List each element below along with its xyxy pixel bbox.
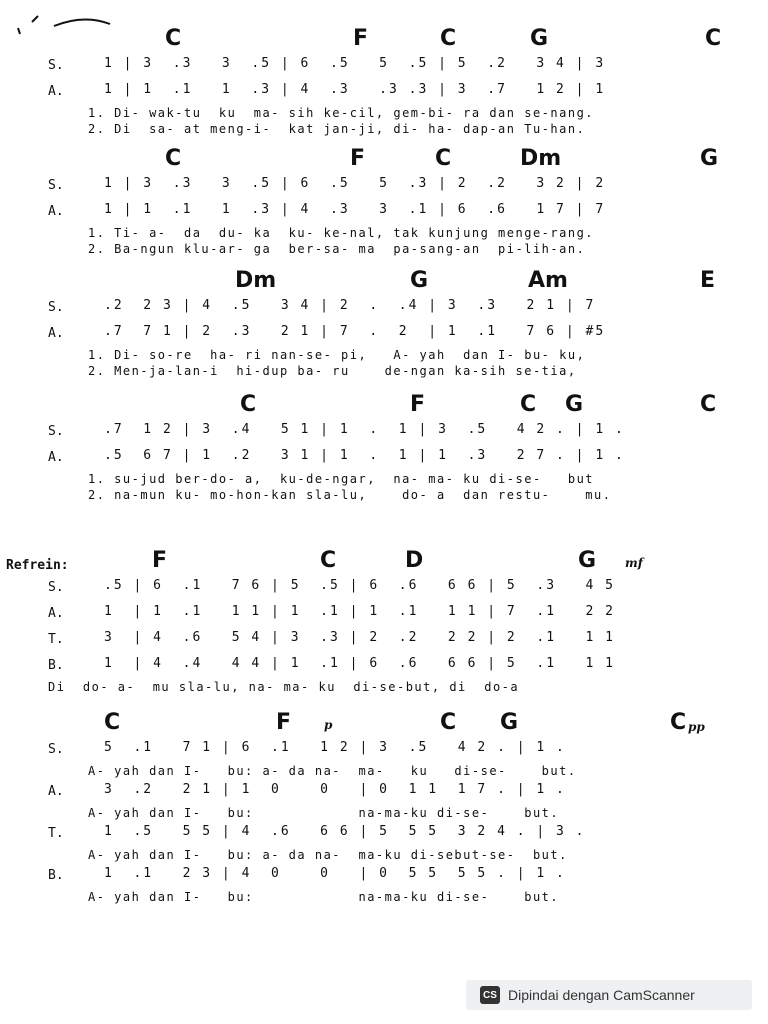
- soprano-row: [40, 174, 752, 200]
- chord: F: [353, 26, 369, 51]
- verse-system-1: [40, 26, 752, 138]
- refrain-system: [6, 548, 752, 696]
- notes: .7 1 2 | 3 .4 5 1 | 1 . 1 | 3 .5 4 2 . | 1 .: [104, 422, 625, 437]
- part-label: S.: [48, 300, 64, 315]
- chord: G: [530, 26, 549, 51]
- chord: C: [670, 710, 687, 735]
- alto-row: [40, 322, 752, 348]
- chord: E: [700, 268, 716, 293]
- chord: C: [165, 146, 182, 171]
- notes: .7 7 1 | 2 .3 2 1 | 7 . 2 | 1 .1 7 6 | #5: [104, 324, 606, 339]
- lyric-line: 1. su-jud ber-do- a, ku-de-ngar, na- ma- ku di-se- but: [88, 472, 595, 486]
- part-label: S.: [48, 742, 64, 757]
- chord: C: [520, 392, 537, 417]
- camscanner-logo-icon: CS: [480, 986, 500, 1004]
- alto-row: [40, 446, 752, 472]
- part-label: A.: [48, 326, 64, 341]
- bass-row: [40, 654, 752, 680]
- part-label: A.: [48, 450, 64, 465]
- soprano-row: [40, 738, 752, 764]
- notes: 3 | 4 .6 5 4 | 3 .3 | 2 .2 2 2 | 2 .1 1 1: [104, 630, 615, 645]
- chord: Dm: [235, 268, 277, 293]
- refrain-label: Refrein:: [6, 558, 69, 573]
- part-label: B.: [48, 658, 64, 673]
- notes: 1 | 4 .4 4 4 | 1 .1 | 6 .6 6 6 | 5 .1 1 1: [104, 656, 615, 671]
- chord: Am: [528, 268, 568, 293]
- part-label: S.: [48, 178, 64, 193]
- chord: F: [350, 146, 366, 171]
- dynamic-marking: mf: [625, 556, 643, 570]
- chord: Dm: [520, 146, 562, 171]
- notes: 1 | 1 .1 1 .3 | 4 .3 .3 .3 | 3 .7 1 2 | 1: [104, 82, 606, 97]
- soprano-row: [40, 296, 752, 322]
- lyric-line: Di do- a- mu sla-lu, na- ma- ku di-se-but, di do-a: [48, 680, 520, 694]
- lyric-line: 2. Ba-ngun klu-ar- ga ber-sa- ma pa-sang-an pi-lih-an.: [88, 242, 586, 256]
- dynamic-marking: pp: [688, 720, 705, 734]
- chord-row: [40, 392, 752, 420]
- tenor-row: [40, 822, 752, 848]
- chord: C: [705, 26, 722, 51]
- lyric-line: A- yah dan I- bu: a- da na- ma- ku di-se- but.: [88, 764, 577, 778]
- part-label: T.: [48, 632, 64, 647]
- soprano-row: [40, 576, 752, 602]
- part-label: A.: [48, 784, 64, 799]
- soprano-row: [40, 420, 752, 446]
- chord: G: [578, 548, 597, 573]
- chord: C: [440, 26, 457, 51]
- verse-system-4: [40, 392, 752, 504]
- notes: 1 .5 5 5 | 4 .6 6 6 | 5 5 5 3 2 4 . | 3 .: [104, 824, 586, 839]
- notes: 1 | 1 .1 1 .3 | 4 .3 3 .1 | 6 .6 1 7 | 7: [104, 202, 606, 217]
- chord: G: [700, 146, 719, 171]
- notes: .5 | 6 .1 7 6 | 5 .5 | 6 .6 6 6 | 5 .3 4 5: [104, 578, 615, 593]
- part-label: S.: [48, 424, 64, 439]
- lyric-line: A- yah dan I- bu: na-ma-ku di-se- but.: [88, 890, 560, 904]
- chord: C: [240, 392, 257, 417]
- lyric-line: 1. Di- wak-tu ku ma- sih ke-cil, gem-bi- ra dan se-nang.: [88, 106, 595, 120]
- lyric-line: 2. na-mun ku- mo-hon-kan sla-lu, do- a dan restu- mu.: [88, 488, 612, 502]
- notes: 1 | 3 .3 3 .5 | 6 .5 5 .5 | 5 .2 3 4 | 3: [104, 56, 606, 71]
- notes: 5 .1 7 1 | 6 .1 1 2 | 3 .5 4 2 . | 1 .: [104, 740, 566, 755]
- lyric-line: 1. Ti- a- da du- ka ku- ke-nal, tak kunjung menge-rang.: [88, 226, 595, 240]
- chord: C: [700, 392, 717, 417]
- notes: .5 6 7 | 1 .2 3 1 | 1 . 1 | 1 .3 2 7 . | 1 .: [104, 448, 625, 463]
- lyric-line: A- yah dan I- bu: na-ma-ku di-se- but.: [88, 806, 560, 820]
- scanner-credit: Dipindai dengan CamScanner: [508, 987, 695, 1003]
- notes: 3 .2 2 1 | 1 0 0 | 0 1 1 1 7 . | 1 .: [104, 782, 566, 797]
- alto-row: [40, 602, 752, 628]
- chord: C: [440, 710, 457, 735]
- lyric-line: 1. Di- so-re ha- ri nan-se- pi, A- yah dan I- bu- ku,: [88, 348, 586, 362]
- part-label: B.: [48, 868, 64, 883]
- chord: C: [435, 146, 452, 171]
- part-label: S.: [48, 58, 64, 73]
- bass-row: [40, 864, 752, 890]
- lyric-line: 2. Men-ja-lan-i hi-dup ba- ru de-ngan ka-sih se-tia,: [88, 364, 577, 378]
- lyric-line: A- yah dan I- bu: a- da na- ma-ku di-sebut-se- but.: [88, 848, 568, 862]
- chord: C: [320, 548, 337, 573]
- verse-system-2: [40, 146, 752, 258]
- chord: G: [565, 392, 584, 417]
- lyric-line: 2. Di sa- at meng-i- kat jan-ji, di- ha- dap-an Tu-han.: [88, 122, 586, 136]
- alto-row: [40, 80, 752, 106]
- chord: D: [405, 548, 424, 573]
- alto-row: [40, 200, 752, 226]
- chord-row: [40, 268, 752, 296]
- camscanner-badge: [466, 980, 752, 1010]
- coda-system: [40, 710, 752, 906]
- chord-row: [6, 548, 752, 576]
- chord: F: [276, 710, 292, 735]
- part-label: S.: [48, 580, 64, 595]
- chord-row: [40, 146, 752, 174]
- chord-row: [40, 710, 752, 738]
- chord: C: [165, 26, 182, 51]
- notes: 1 | 1 .1 1 1 | 1 .1 | 1 .1 1 1 | 7 .1 2 2: [104, 604, 615, 619]
- chord: F: [152, 548, 168, 573]
- chord: C: [104, 710, 121, 735]
- notes: 1 .1 2 3 | 4 0 0 | 0 5 5 5 5 . | 1 .: [104, 866, 566, 881]
- dynamic-marking: p: [324, 718, 333, 732]
- tenor-row: [40, 628, 752, 654]
- part-label: A.: [48, 204, 64, 219]
- part-label: T.: [48, 826, 64, 841]
- soprano-row: [40, 54, 752, 80]
- part-label: A.: [48, 84, 64, 99]
- part-label: A.: [48, 606, 64, 621]
- chord-row: [40, 26, 752, 54]
- chord: G: [500, 710, 519, 735]
- chord: G: [410, 268, 429, 293]
- chord: F: [410, 392, 426, 417]
- alto-row: [40, 780, 752, 806]
- notes: 1 | 3 .3 3 .5 | 6 .5 5 .3 | 2 .2 3 2 | 2: [104, 176, 606, 191]
- verse-system-3: [40, 268, 752, 380]
- notes: .2 2 3 | 4 .5 3 4 | 2 . .4 | 3 .3 2 1 | 7: [104, 298, 596, 313]
